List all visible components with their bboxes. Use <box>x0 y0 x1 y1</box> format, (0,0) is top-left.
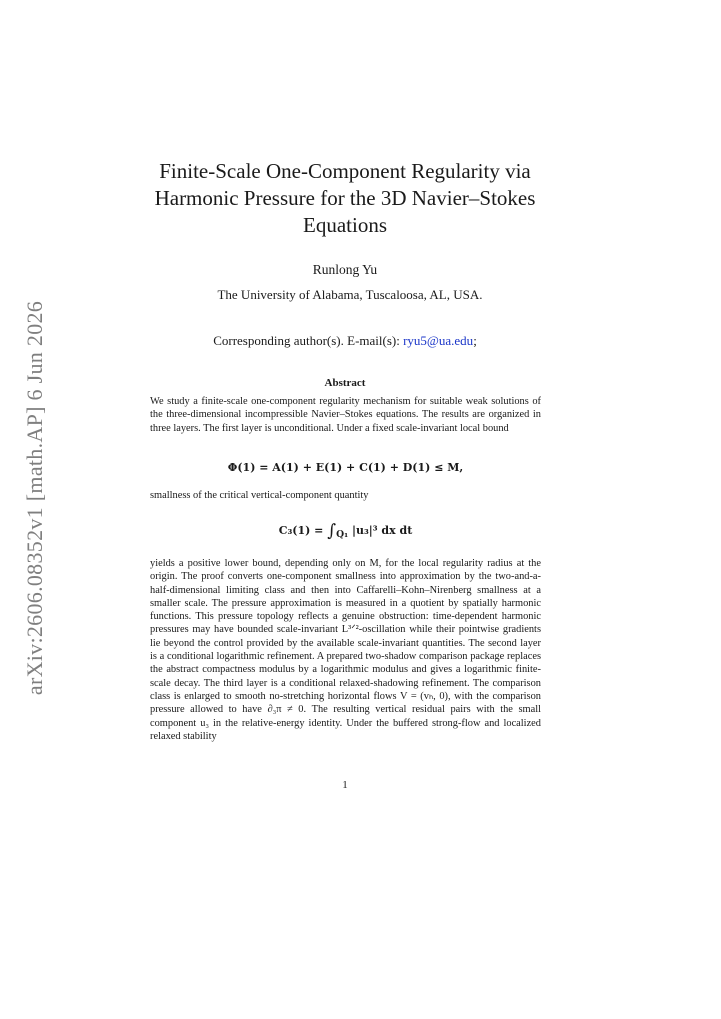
equation-vertical-component <box>150 519 541 540</box>
corresponding-author-line <box>140 333 550 349</box>
equation-scale-invariant-bound: Φ(1) = A(1) + E(1) + C(1) + D(1) ≤ M, <box>227 461 464 474</box>
page-number: 1 <box>342 779 348 791</box>
abstract-heading: Abstract <box>324 377 366 389</box>
arxiv-identifier-text: arXiv:2606.08352v1 [math.AP] 6 Jun 2026 <box>22 300 48 695</box>
integral-domain: Q₁ <box>336 529 349 541</box>
email-link[interactable]: ryu5@ua.edu <box>403 333 474 348</box>
corresponding-label: Corresponding author(s). E-mail(s): <box>213 333 400 348</box>
abstract-paragraph-1: We study a finite-scale one-component regularity mechanism for suitable weak solutions of the three-dimensional incompressible Navier–Stokes equations. The results are organized in three layers. The first layer is unconditional. Under a fixed scale-invariant local bound <box>150 396 541 434</box>
integral-sign: ∫ <box>327 521 337 541</box>
paper-title: Finite-Scale One-Component Regularity via Harmonic Pressure for the 3D Navier–Stokes Equations <box>154 159 536 237</box>
equation-2-rhs: |u₃|³ dx dt <box>351 524 413 537</box>
abstract-paragraph-2: smallness of the critical vertical-component quantity <box>150 490 369 501</box>
corresponding-suffix: ; <box>473 333 477 348</box>
abstract-paragraph-3: yields a positive lower bound, depending only on M, for the local regularity radius at the origin. The proof converts one-component smallness into approximation by the two-and-a-half-dimensional limiting class and then into Caffarelli–Kohn–Nirenberg smallness at a smaller scale. The pressure approximation is measured in a quotient by spatially harmonic functions. This pressure topology reflects a genuine obstruction: time-dependent harmonic pressures may have bounded scale-invariant L³ᐟ²-oscillation while their pointwise gradients lie beyond the control provided by the available scale-invariant quantities. The second layer is a conditional logarithmic refinement. A prepared two-shadow comparison package replaces the abstract compactness modulus by a logarithmic modulus and gives a logarithmic finite-scale decay. The third layer is a conditional relaxed-shadowing refinement. The comparison class is enlarged to smooth no-stretching horizontal flows V = (vₕ, 0), with the comparison pressure allowed to have ∂₃π ≠ 0. The resulting vertical residual pairs with the small component u₃ in the relative-energy identity. Under the buffered strong-flow and localized relaxed stability <box>150 558 541 742</box>
arxiv-identifier-stamp <box>20 295 50 700</box>
author-affiliation: The University of Alabama, Tuscaloosa, AL, USA. <box>217 287 483 302</box>
author-name: Runlong Yu <box>312 262 378 277</box>
equation-2-lhs: C₃(1) = <box>278 524 324 537</box>
